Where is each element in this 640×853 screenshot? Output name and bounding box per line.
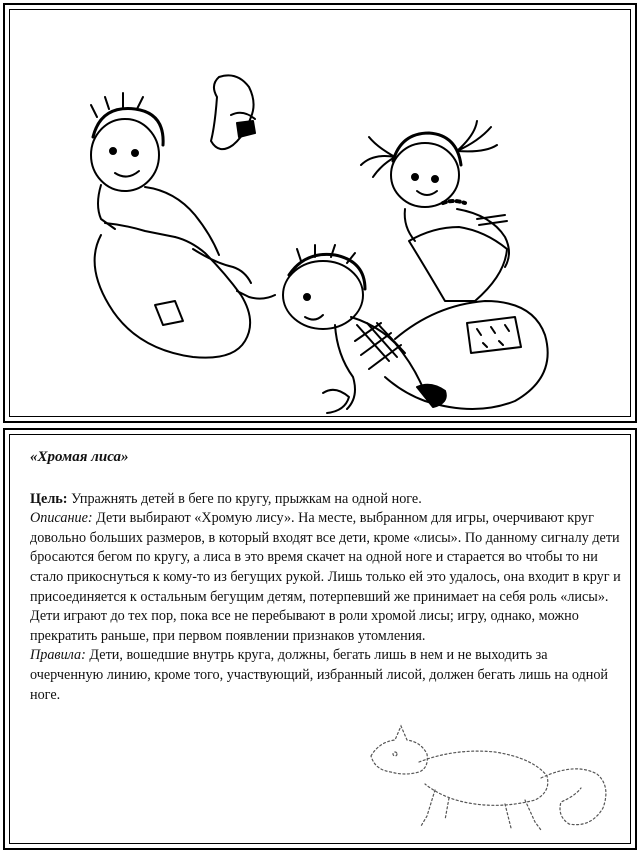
children-sack-race-illustration: [5, 5, 635, 421]
game-description: [30, 448, 622, 705]
description-label: Описание:: [30, 510, 93, 527]
goal-label: Цель:: [30, 490, 68, 507]
rules-text: Дети, вошедшие внутрь круга, должны, бегать лишь в нем и не выходить за очерченную линию, кроме того, участвующий, избранный лисой, должен бегать лишь на одной ноге.: [30, 647, 609, 703]
continuation-paragraph: Дети играют до тех пор, пока все не перебывают в роли хромой лисы; игру, однако, можно прекратить раньше, при первом появлении признаков утомления.: [30, 608, 579, 644]
description-paragraph: [30, 509, 622, 607]
illustration-panel: [3, 3, 637, 423]
rules-paragraph: [30, 646, 622, 705]
left-boy-drawing: [91, 93, 251, 358]
text-panel: [3, 428, 637, 850]
goal-paragraph: [30, 490, 622, 510]
description-text: Дети выбирают «Хромую лису». На месте, выбранном для игры, очерчивают круг довольно больших размеров, в который входят все дети, кроме «лисы». По данному сигналу дети бросаются бегом по кругу, а лиса в это время скачет на одной ноге и старается во чтобы то ни стало прикоснуться к кому-то из бегущих рукой. Лишь только ей это удалось, она входит в круг и присоединяется к остальным бегущим детям, потерпевший же принимает на себя роль «лисы».: [30, 510, 621, 605]
dotted-fox-drawing: [365, 712, 615, 840]
girl-with-pigtails-drawing: [361, 121, 509, 301]
goal-text: Упражнять детей в беге по кругу, прыжкам на одной ноге.: [67, 490, 422, 507]
game-title: «Хромая лиса»: [30, 449, 129, 465]
flying-shoe-drawing: [211, 75, 255, 149]
rules-label: Правила:: [30, 647, 86, 664]
